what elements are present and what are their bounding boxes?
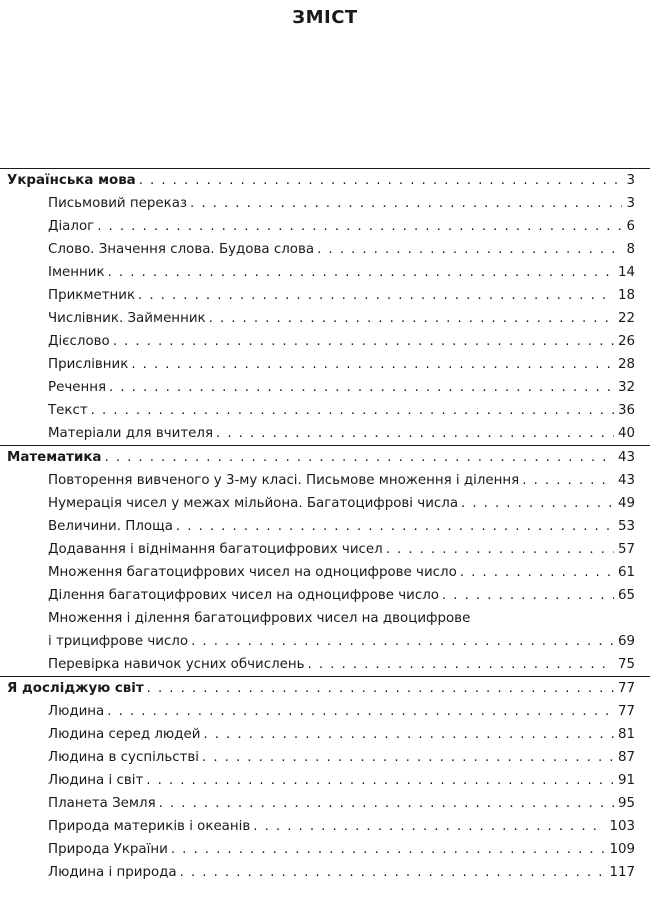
page-number: 75 [614,653,635,676]
toc-entry[interactable] [0,422,650,445]
toc-entry-label: Людина і природа [48,861,180,884]
toc-entry-label: Природа України [48,838,171,861]
toc-entry-label: Величини. Площа [48,515,176,538]
toc-entry-label: Людина і світ [48,769,146,792]
toc-entry-label: Письмовий переказ [48,192,190,215]
page-number: 43 [614,446,635,469]
toc-entry-label: Текст [48,399,91,422]
page-number: 81 [614,723,635,746]
toc-entry-label: і трицифрове число [48,630,191,653]
dot-leader [108,261,614,284]
dot-leader [386,538,614,561]
page-number: 103 [605,815,635,838]
dot-leader [191,630,614,653]
toc-entry[interactable] [0,861,650,884]
toc-entry[interactable] [0,492,650,515]
toc-entry-label: Нумерація чисел у межах мільйона. Багатоцифрові числа [48,492,461,515]
toc-entry-label: Перевірка навичок усних обчислень [48,653,308,676]
toc-entry-label: Людина в суспільстві [48,746,202,769]
page-number: 69 [614,630,635,653]
toc-entry[interactable] [0,215,650,238]
dot-leader [317,238,622,261]
dot-leader [180,861,606,884]
dot-leader [104,446,613,469]
toc-section-label: Я досліджую світ [7,677,147,700]
toc-entry[interactable] [0,330,650,353]
page-number: 109 [605,838,635,861]
toc-entry[interactable] [0,769,650,792]
toc-entry-label: Слово. Значення слова. Будова слова [48,238,317,261]
toc-entry-label: Природа материків і океанів [48,815,253,838]
toc-entry-label: Речення [48,376,109,399]
toc-entry[interactable] [0,353,650,376]
dot-leader [190,192,622,215]
toc-entry[interactable] [0,723,650,746]
page-number: 6 [622,215,635,238]
page-number: 22 [614,307,635,330]
page-number: 49 [614,492,635,515]
page-number: 32 [614,376,635,399]
toc-entry-label: Іменник [48,261,108,284]
dot-leader [113,330,614,353]
toc-entry[interactable] [0,815,650,838]
toc-section[interactable] [0,677,650,700]
page-number: 36 [614,399,635,422]
toc-entry[interactable] [0,584,650,607]
toc-entry-label: Множення багатоцифрових чисел на одноцифрове число [48,561,460,584]
dot-leader [138,284,614,307]
table-of-contents [0,168,650,900]
page-number: 8 [622,238,635,261]
dot-leader [131,353,614,376]
toc-entry-label: Додавання і віднімання багатоцифрових чисел [48,538,386,561]
toc-entry-label-line1: Множення і ділення багатоцифрових чисел на двоцифрове [48,611,471,626]
page-number: 117 [605,861,635,884]
dot-leader [97,215,622,238]
page-number: 77 [614,677,635,700]
toc-entry-label: Матеріали для вчителя [48,422,216,445]
page-number: 18 [614,284,635,307]
dot-leader [202,746,614,769]
page-number: 3 [622,192,635,215]
toc-entry[interactable] [0,746,650,769]
dot-leader [460,561,614,584]
page-number: 28 [614,353,635,376]
toc-entry-label: Планета Земля [48,792,159,815]
page-number: 57 [614,538,635,561]
page-number: 91 [614,769,635,792]
toc-entry[interactable] [0,538,650,561]
toc-entry-label: Прикметник [48,284,138,307]
toc-section[interactable] [0,446,650,469]
dot-leader [253,815,605,838]
page-number: 14 [614,261,635,284]
page-number: 65 [614,584,635,607]
toc-entry-label: Прислівник [48,353,131,376]
dot-leader [176,515,614,538]
toc-entry[interactable] [0,792,650,815]
page-number: 40 [614,422,635,445]
toc-entry-label: Дієслово [48,330,113,353]
dot-leader [107,700,614,723]
page-number: 61 [614,561,635,584]
toc-entry[interactable] [0,307,650,330]
dot-leader [159,792,614,815]
dot-leader [139,169,623,192]
toc-entry-label: Діалог [48,215,97,238]
page-number: 26 [614,330,635,353]
dot-leader [171,838,606,861]
dot-leader [91,399,614,422]
dot-leader [209,307,614,330]
page-number: 43 [614,469,635,492]
toc-entry-label: Повторення вивченого у 3-му класі. Письмове множення і ділення [48,469,522,492]
dot-leader [522,469,614,492]
toc-entry[interactable] [0,561,650,584]
dot-leader [461,492,614,515]
toc-entry[interactable] [0,376,650,399]
page-number: 3 [622,169,635,192]
toc-entry[interactable] [0,399,650,422]
page-title: ЗМІСТ [292,7,358,28]
toc-entry[interactable] [0,700,650,723]
dot-leader [216,422,614,445]
toc-entry[interactable] [0,838,650,861]
toc-section-label: Математика [7,446,104,469]
toc-section-label: Українська мова [7,169,139,192]
toc-entry[interactable] [0,284,650,307]
page-number: 77 [614,700,635,723]
toc-entry[interactable] [0,261,650,284]
dot-leader [147,677,614,700]
toc-section[interactable] [0,169,650,192]
toc-entry[interactable] [0,238,650,261]
dot-leader [308,653,614,676]
toc-entry[interactable] [0,469,650,492]
toc-entry-label: Людина серед людей [48,723,203,746]
toc-entry[interactable] [0,653,650,676]
page-number: 87 [614,746,635,769]
page-number: 95 [614,792,635,815]
toc-entry[interactable] [0,607,650,653]
toc-entry-label: Числівник. Займенник [48,307,209,330]
page-number: 53 [614,515,635,538]
toc-entry-label: Ділення багатоцифрових чисел на одноцифрове число [48,584,442,607]
dot-leader [146,769,614,792]
toc-entry-label: Людина [48,700,107,723]
dot-leader [442,584,614,607]
dot-leader [203,723,614,746]
toc-entry[interactable] [0,515,650,538]
toc-entry[interactable] [0,192,650,215]
dot-leader [109,376,614,399]
